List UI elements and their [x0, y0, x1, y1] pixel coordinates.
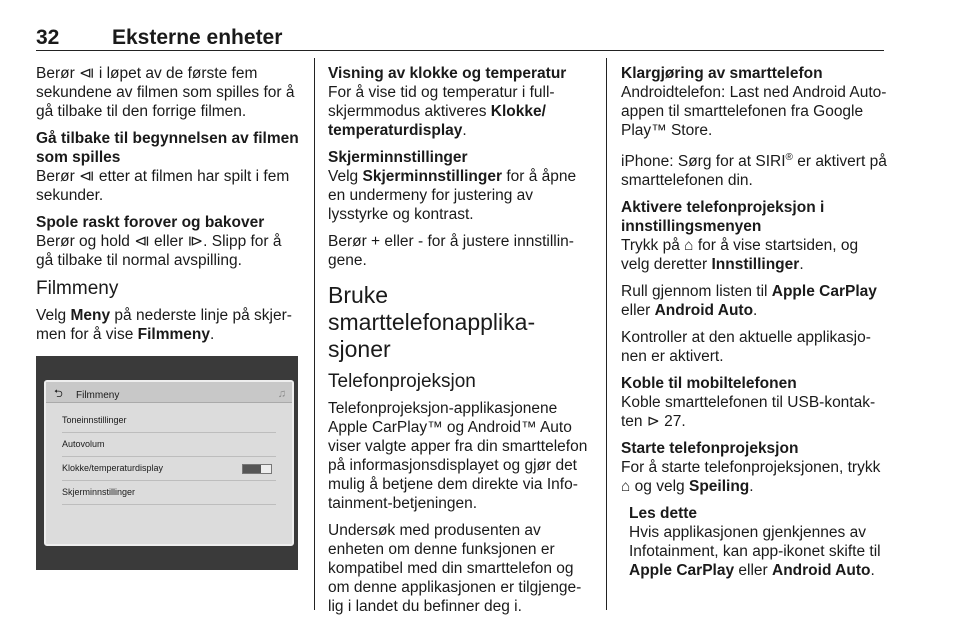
menu-item: Klokke/temperaturdisplay — [62, 456, 276, 481]
note-text: Hvis applikasjonen gjenkjennes av Infotainment, kan app-ikonet skifte til Apple CarPlay eller Android Auto. — [629, 524, 881, 580]
column-divider-1 — [314, 58, 315, 610]
paragraph: Telefonprojeksjon-applikasjonene Apple CarPlay™ og Android™ Auto viser valgte apper fra din smarttelefon på informasjonsdisplayet og gjør det mulig å betjene dem direkte via Info-tainment-betjeningen. — [328, 400, 588, 512]
paragraph: Berør ⧏ i løpet av de første fem sekundene av filmen som spilles for å gå tilbake til den forrige filmen. — [36, 65, 295, 120]
section-heading: Bruke smarttelefonapplika-sjoner — [328, 282, 536, 362]
header-rule — [36, 50, 884, 51]
paragraph: Velg Skjerminnstillinger for å åpne en undermeny for justering av lysstyrke og kontrast. — [328, 168, 577, 223]
paragraph: Kontroller at den aktuelle applikasjo-nen er aktivert. — [621, 329, 871, 366]
note-title: Les dette — [629, 505, 698, 523]
screen-titlebar — [46, 382, 292, 403]
paragraph: iPhone: Sørg for at SIRI® er aktivert på smarttelefonen din. — [621, 152, 887, 190]
page-number: 32 — [36, 26, 60, 49]
paragraph: Androidtelefon: Last ned Android Auto-appen til smarttelefonen fra Google Play™ Store. — [621, 84, 887, 139]
paragraph: Berør ⧏ etter at filmen har spilt i fem sekunder. — [36, 168, 290, 204]
paragraph: For å vise tid og temperatur i full-skjermmodus aktiveres Klokke/ temperaturdisplay. — [328, 84, 555, 139]
section-heading: Filmmeny — [36, 278, 119, 299]
subheading: Spole raskt forover og bakover — [36, 214, 265, 231]
back-arrow-icon: ⮌ — [54, 388, 63, 400]
screen-frame — [44, 380, 294, 546]
settings-icon: ♫ — [277, 388, 286, 400]
home-icon: ⌂ — [684, 237, 694, 255]
paragraph: Undersøk med produsenten av enheten om denne funksjonen er kompatibel med din smarttelefon og om denne applikasjonen er tilgjenge-lig i landet du befinner deg i. — [328, 522, 582, 615]
column-2 — [328, 64, 594, 624]
home-icon: ⌂ — [621, 478, 631, 496]
column-divider-2 — [606, 58, 607, 610]
note-box — [629, 504, 887, 580]
subheading: Gå tilbake til begynnelsen av filmen som spilles — [36, 130, 299, 166]
subheading: Visning av klokke og temperatur — [328, 65, 567, 82]
screen-title: Filmmeny — [76, 390, 120, 401]
paragraph: Berør + eller - for å justere innstillin-gene. — [328, 233, 574, 269]
paragraph: Velg Meny på nederste linje på skjer-men for å vise Filmmeny. — [36, 307, 292, 343]
chapter-title: Eksterne enheter — [112, 26, 283, 49]
subheading: Skjerminnstillinger — [328, 149, 468, 166]
subheading: Koble til mobiltelefonen — [621, 375, 797, 393]
subsection-heading: Telefonprojeksjon — [328, 371, 476, 392]
paragraph: For å starte telefonprojeksjonen, trykk ⌂ og velg Speiling. — [621, 459, 881, 496]
menu-item: Skjerminnstillinger — [62, 480, 276, 505]
filmmeny-screenshot — [36, 356, 298, 570]
paragraph: Trykk på ⌂ for å vise startsiden, og velg deretter Innstillinger. — [621, 237, 859, 274]
menu-item: Autovolum — [62, 432, 276, 457]
paragraph: Koble smarttelefonen til USB-kontak-ten ⊳ 27. — [621, 394, 876, 431]
toggle-switch — [242, 464, 272, 474]
subheading: Klargjøring av smarttelefon — [621, 65, 823, 82]
paragraph: Rull gjennom listen til Apple CarPlay eller Android Auto. — [621, 283, 877, 320]
column-3 — [621, 64, 887, 588]
menu-item: Toneinnstillinger — [62, 408, 276, 433]
subheading: Aktivere telefonprojeksjon i innstillingsmenyen — [621, 199, 825, 236]
subheading: Starte telefonprojeksjon — [621, 440, 799, 458]
page-header — [36, 26, 884, 50]
paragraph: Berør og hold ⧏ eller ⧐. Slipp for å gå tilbake til normal avspilling. — [36, 233, 282, 269]
column-1 — [36, 64, 302, 570]
